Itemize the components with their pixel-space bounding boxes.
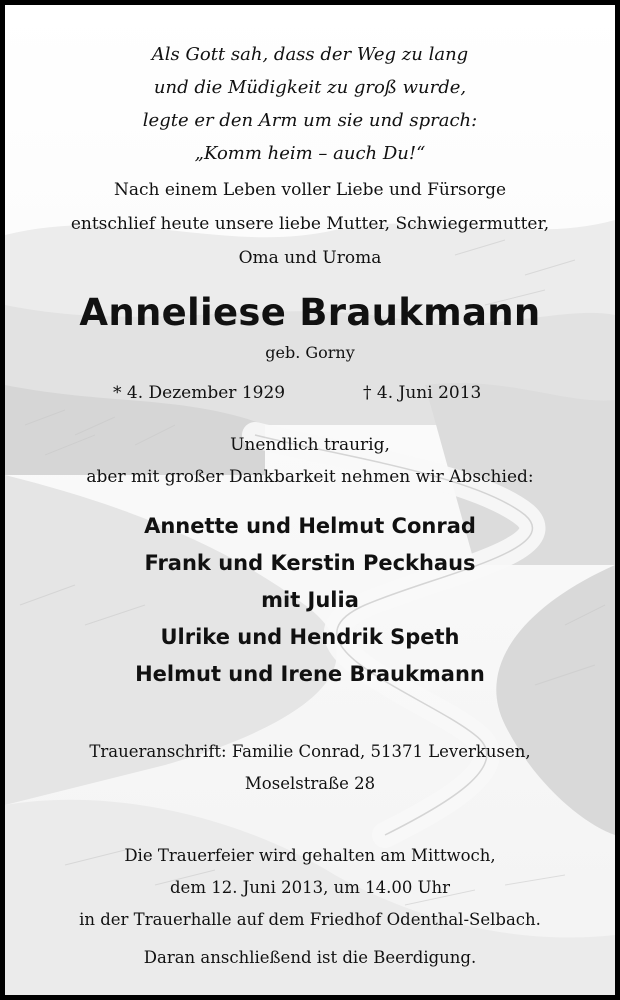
intro-line: Nach einem Leben voller Liebe und Fürsorge	[113, 180, 507, 200]
poem-line: legte er den Arm um sie und sprach:	[142, 110, 478, 131]
poem-line: und die Müdigkeit zu groß wurde,	[153, 77, 467, 98]
deceased-name: Anneliese Braukmann	[79, 291, 541, 334]
intro-line: entschlief heute unsere liebe Mutter, Schwiegermutter,	[70, 214, 550, 234]
family-member: Annette und Helmut Conrad	[144, 514, 476, 538]
maiden-name: geb. Gorny	[265, 343, 355, 362]
address-line: Moselstraße 28	[244, 774, 376, 793]
address-line: Traueranschrift: Familie Conrad, 51371 Leverkusen,	[89, 742, 531, 761]
ceremony-line: dem 12. Juni 2013, um 14.00 Uhr	[170, 878, 450, 897]
family-member: Helmut und Irene Braukmann	[135, 662, 485, 686]
ceremony-line: Die Trauerfeier wird gehalten am Mittwoch,	[124, 846, 496, 865]
poem-line: „Komm heim – auch Du!“	[194, 143, 426, 164]
death-date: † 4. Juni 2013	[363, 383, 482, 403]
obituary-text	[5, 5, 615, 995]
farewell-line: aber mit großer Dankbarkeit nehmen wir Abschied:	[86, 467, 534, 487]
birth-date: * 4. Dezember 1929	[113, 383, 286, 403]
family-member: Ulrike und Hendrik Speth	[160, 625, 460, 649]
farewell-line: Unendlich traurig,	[230, 435, 390, 455]
ceremony-line: in der Trauerhalle auf dem Friedhof Odenthal-Selbach.	[79, 910, 541, 929]
intro-line: Oma und Uroma	[238, 248, 382, 268]
family-member: Frank und Kerstin Peckhaus	[144, 551, 476, 575]
poem-line: Als Gott sah, dass der Weg zu lang	[151, 44, 469, 65]
family-member: mit Julia	[261, 588, 359, 612]
closing-line: Daran anschließend ist die Beerdigung.	[143, 948, 477, 967]
